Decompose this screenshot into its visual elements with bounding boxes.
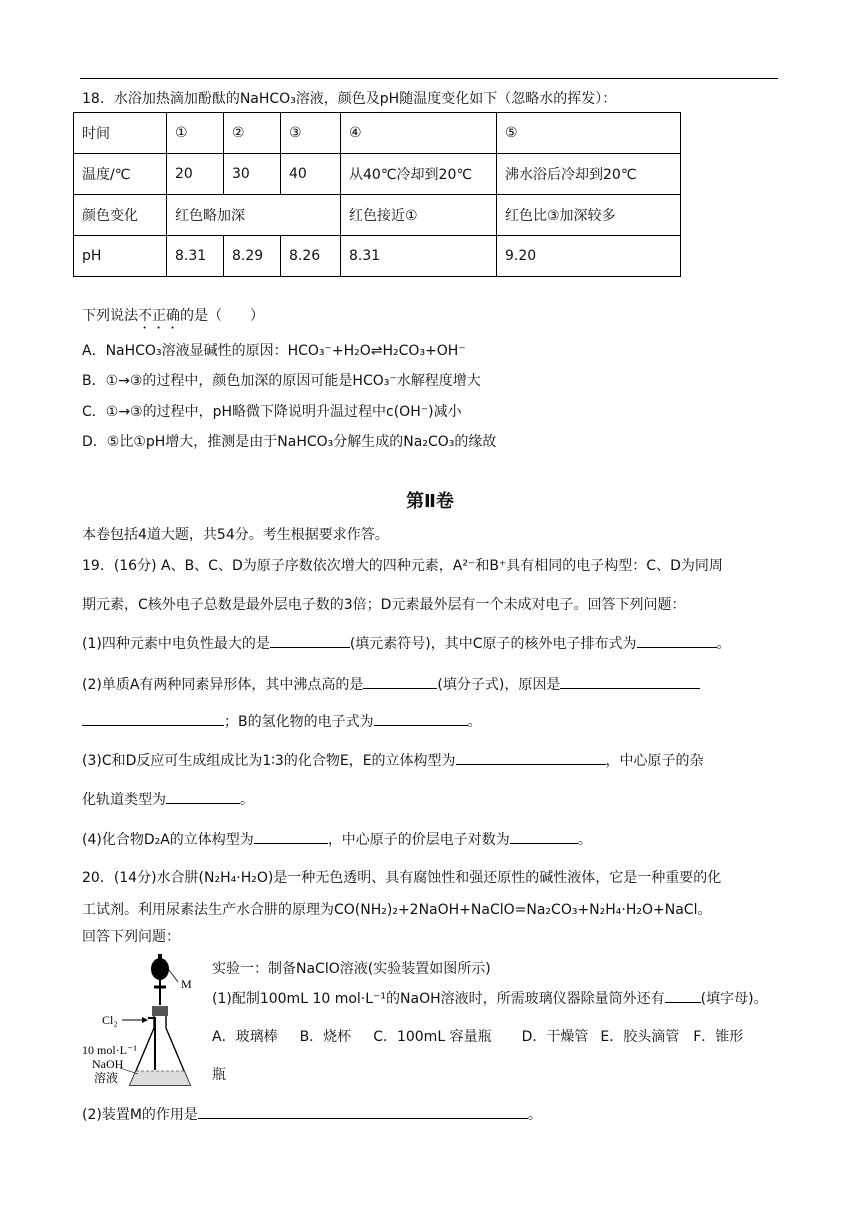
- table-row: [74, 236, 681, 277]
- choice-f: F．锥形: [693, 1029, 744, 1045]
- label-cl2: Cl₂: [102, 1013, 118, 1027]
- choice-c: C．100mL 容量瓶: [373, 1029, 492, 1045]
- section-intro: 本卷包括4道大题，共54分。考生根据要求作答。: [82, 527, 389, 543]
- table-cell: 8.29: [224, 236, 281, 277]
- q19-part2-cont: [82, 711, 482, 731]
- q19-part2: [82, 674, 700, 694]
- option-b: B．①→③的过程中，颜色加深的原因可能是HCO₃⁻水解程度增大: [82, 373, 481, 389]
- part-text: 。: [716, 636, 731, 652]
- q19-part4: [82, 829, 592, 849]
- label-m: M: [181, 977, 192, 991]
- choice-e: E．胶头滴管: [600, 1029, 680, 1045]
- q19-line2: 期元素，C核外电子总数是最外层电子数的3倍；D元素最外层有一个未成对电子。回答下列问题：: [82, 597, 686, 613]
- q18-stem: 18．水浴加热滴加酚酞的NaHCO₃溶液，颜色及pH随温度变化如下（忽略水的挥发）：: [82, 91, 617, 107]
- part-text: (1)四种元素中电负性最大的是: [82, 636, 270, 652]
- flask-liquid: [130, 1071, 190, 1085]
- part-text: ；B的氢化物的电子式为: [224, 714, 374, 730]
- table-cell: ④: [341, 113, 497, 154]
- table-row: [74, 113, 681, 154]
- answer-blank[interactable]: [665, 988, 701, 1003]
- table-row: [74, 195, 681, 236]
- answer-blank[interactable]: [637, 633, 717, 648]
- answer-blank[interactable]: [374, 711, 468, 726]
- answer-blank[interactable]: [363, 674, 437, 689]
- part-text: (填分子式)，原因是: [437, 677, 561, 693]
- answer-blank[interactable]: [270, 633, 350, 648]
- table-cell: 从40℃冷却到20℃: [341, 154, 497, 195]
- question-text: 的是（ ）: [180, 308, 264, 324]
- part-text: 。: [240, 792, 254, 808]
- table-cell: 8.31: [341, 236, 497, 277]
- part-text: ，中心原子的价层电子对数为: [327, 832, 510, 848]
- part-text: 化轨道类型为: [82, 792, 166, 808]
- q20-part2: [82, 1104, 542, 1124]
- q19-part1: [82, 633, 731, 653]
- flask-stopper: [152, 1006, 168, 1016]
- table-cell: 9.20: [497, 236, 681, 277]
- q20-option-wrap: 瓶: [212, 1067, 226, 1083]
- q20-experiment: 实验一：制备NaClO溶液(实验装置如图所示): [212, 961, 491, 977]
- table-cell: 20: [167, 154, 224, 195]
- label-solution: 溶液: [94, 1071, 119, 1085]
- part-text: 。: [527, 1107, 542, 1123]
- part-text: 。: [577, 832, 592, 848]
- q18-question: [82, 305, 264, 332]
- emphasis-text: 不正确: [138, 308, 180, 324]
- answer-blank[interactable]: [254, 829, 328, 844]
- section-title: 第Ⅱ卷: [406, 491, 454, 512]
- table-row: [74, 154, 681, 195]
- q20-line2: 工试剂。利用尿素法生产水合肼的原理为CO(NH₂)₂+2NaOH+NaClO=Na₂CO₃+N₂H₄·H₂O+NaCl。: [82, 902, 712, 918]
- q19-line1: 19．(16分) A、B、C、D为原子序数依次增大的四种元素，A²⁻和B⁺具有相同的电子构型：C、D为同周: [82, 558, 723, 574]
- table-cell: 8.26: [281, 236, 341, 277]
- label-concentration: 10 mol·L⁻¹: [82, 1043, 137, 1057]
- table-cell: ③: [281, 113, 341, 154]
- funnel-stopper: [158, 954, 162, 960]
- label-pointer: [169, 970, 178, 982]
- table-cell: pH: [74, 236, 167, 277]
- answer-blank[interactable]: [560, 674, 700, 689]
- part-text: (2)单质A有两种同素异形体，其中沸点高的是: [82, 677, 364, 693]
- q20-line1: 20．(14分)水合肼(N₂H₄·H₂O)是一种无色透明、具有腐蚀性和强还原性的碱性液体，它是一种重要的化: [82, 870, 722, 886]
- table-cell: 沸水浴后冷却到20℃: [497, 154, 681, 195]
- arrow-icon: [142, 1017, 148, 1023]
- apparatus-figure: [80, 950, 200, 1095]
- choice-d: D．干燥管: [521, 1029, 589, 1045]
- part-text: (1)配制100mL 10 mol·L⁻¹的NaOH溶液时，所需玻璃仪器除量筒外还有: [212, 991, 665, 1007]
- part-text: ，中心原子的杂: [605, 753, 704, 769]
- option-a: A．NaHCO₃溶液显碱性的原因：HCO₃⁻+H₂O⇌H₂CO₃+OH⁻: [82, 343, 466, 359]
- part-text: (3)C和D反应可生成组成比为1∶3的化合物E，E的立体构型为: [82, 753, 456, 769]
- table-cell: 红色略加深: [167, 195, 341, 236]
- table-cell: 8.31: [167, 236, 224, 277]
- answer-blank[interactable]: [82, 711, 224, 726]
- q19-part3: [82, 750, 704, 770]
- table-cell: 时间: [74, 113, 167, 154]
- answer-blank[interactable]: [510, 829, 578, 844]
- part-text: (填元素符号)，其中C原子的核外电子排布式为: [349, 636, 637, 652]
- funnel-bulb: [151, 958, 169, 980]
- table-cell: 30: [224, 154, 281, 195]
- answer-blank[interactable]: [166, 789, 240, 804]
- q20-line3: 回答下列问题：: [82, 929, 180, 945]
- question-text: 下列说法: [82, 308, 138, 324]
- table-cell: ①: [167, 113, 224, 154]
- q20-part1: [212, 988, 768, 1008]
- part-text: (4)化合物D₂A的立体构型为: [82, 832, 254, 848]
- top-rule: [80, 78, 778, 79]
- answer-blank[interactable]: [456, 750, 606, 765]
- q19-part3-cont: [82, 789, 254, 809]
- choice-b: B．烧杯: [299, 1029, 352, 1045]
- option-d: D．⑤比①pH增大，推测是由于NaHCO₃分解生成的Na₂CO₃的缘故: [82, 434, 497, 450]
- choice-a: A．玻璃棒: [212, 1029, 278, 1045]
- option-c: C．①→③的过程中，pH略微下降说明升温过程中c(OH⁻)减小: [82, 404, 462, 420]
- table-cell: ⑤: [497, 113, 681, 154]
- answer-blank[interactable]: [198, 1104, 528, 1119]
- part-text: (2)装置M的作用是: [82, 1107, 198, 1123]
- q20-options: [212, 1026, 743, 1046]
- table-cell: 温度/℃: [74, 154, 167, 195]
- table-cell: ②: [224, 113, 281, 154]
- part-text: 。: [467, 714, 482, 730]
- table-cell: 红色接近①: [341, 195, 497, 236]
- temperature-table: [73, 112, 681, 277]
- table-cell: 40: [281, 154, 341, 195]
- label-naoh: NaOH: [92, 1057, 124, 1071]
- table-cell: 红色比③加深较多: [497, 195, 681, 236]
- table-cell: 颜色变化: [74, 195, 167, 236]
- part-text: (填字母)。: [700, 991, 768, 1007]
